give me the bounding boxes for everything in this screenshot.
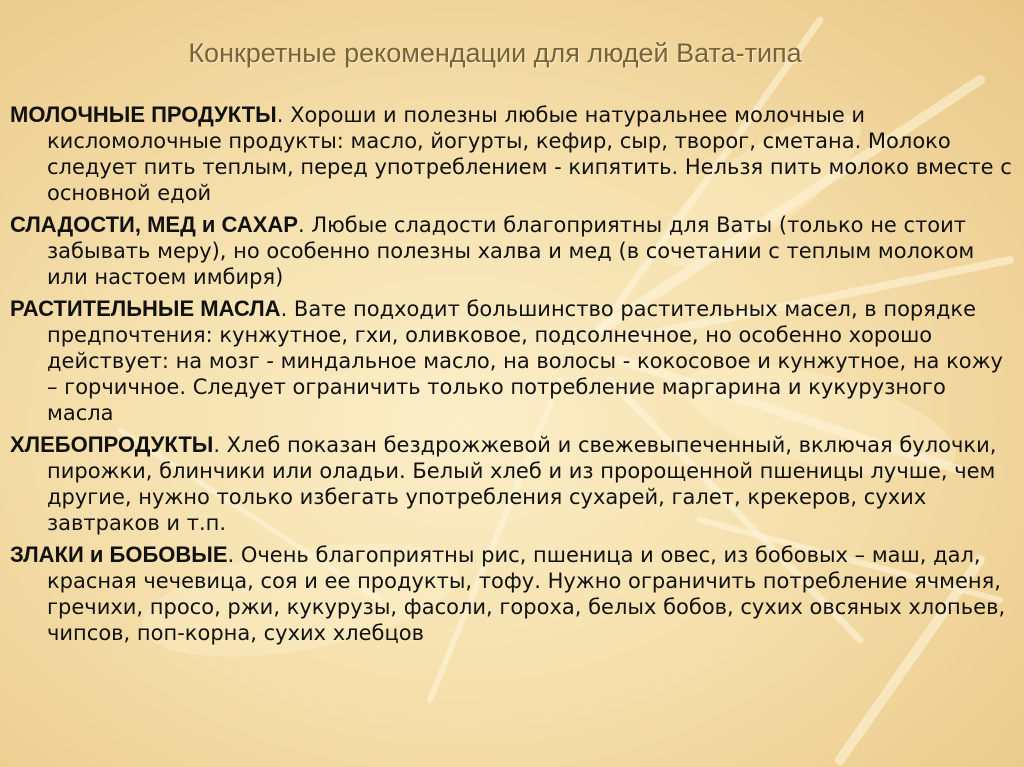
recommendation-heading: ХЛЕБОПРОДУКТЫ — [10, 432, 214, 457]
recommendation-heading: ЗЛАКИ и БОБОВЫЕ — [10, 542, 228, 567]
recommendation-sweets — [10, 212, 1016, 290]
slide-title: Конкретные рекомендации для людей Вата-типа — [188, 38, 802, 68]
recommendation-text: . Хлеб показан бездрожжевой и свежевыпеченный, включая булочки, пирожки, блинчики или оладьи. Белый хлеб и из пророщенной пшеницы лучше, чем другие, нужно только избегать употребления сухарей, галет, крекеров, сухих завтраков и т.п. — [47, 433, 997, 535]
recommendation-text: . Хороши и полезны любые натуральнее молочные и кисломолочные продукты: масло, йогурты, кефир, сыр, творог, сметана. Молоко следует пить теплым, перед употреблением - кипятить. Нельзя пить молоко вместе с основной едой — [47, 103, 1012, 205]
recommendation-text: . Очень благоприятны рис, пшеница и овес, из бобовых – маш, дал, красная чечевица, соя и ее продукты, тофу. Нужно ограничить потребление ячменя, гречихи, просо, ржи, кукурузы, фасоли, гороха, белых бобов, сухих овсяных хлопьев, чипсов, поп-корна, сухих хлебцов — [47, 543, 1006, 645]
recommendation-text: . Любые сладости благоприятны для Ваты (только не стоит забывать меру), но особенно полезны халва и мед (в сочетании с теплым молоком или настоем имбиря) — [47, 213, 975, 289]
recommendations-list — [10, 102, 1016, 652]
recommendation-dairy — [10, 102, 1016, 206]
recommendation-grains — [10, 542, 1016, 646]
recommendation-bread — [10, 432, 1016, 536]
recommendation-oils — [10, 296, 1016, 426]
recommendation-heading: РАСТИТЕЛЬНЫЕ МАСЛА — [10, 296, 281, 321]
recommendation-text: . Вате подходит большинство растительных масел, в порядке предпочтения: кунжутное, гхи, оливковое, подсолнечное, но особенно хорошо действует: на мозг - миндальное масло, на волосы - кокосовое и кунжутное, на кожу – горчичное. Следует ограничить только потребление маргарина и кукурузного масла — [47, 297, 1003, 425]
recommendation-heading: МОЛОЧНЫЕ ПРОДУКТЫ — [10, 102, 277, 127]
recommendation-heading: СЛАДОСТИ, МЕД и САХАР — [10, 212, 298, 237]
